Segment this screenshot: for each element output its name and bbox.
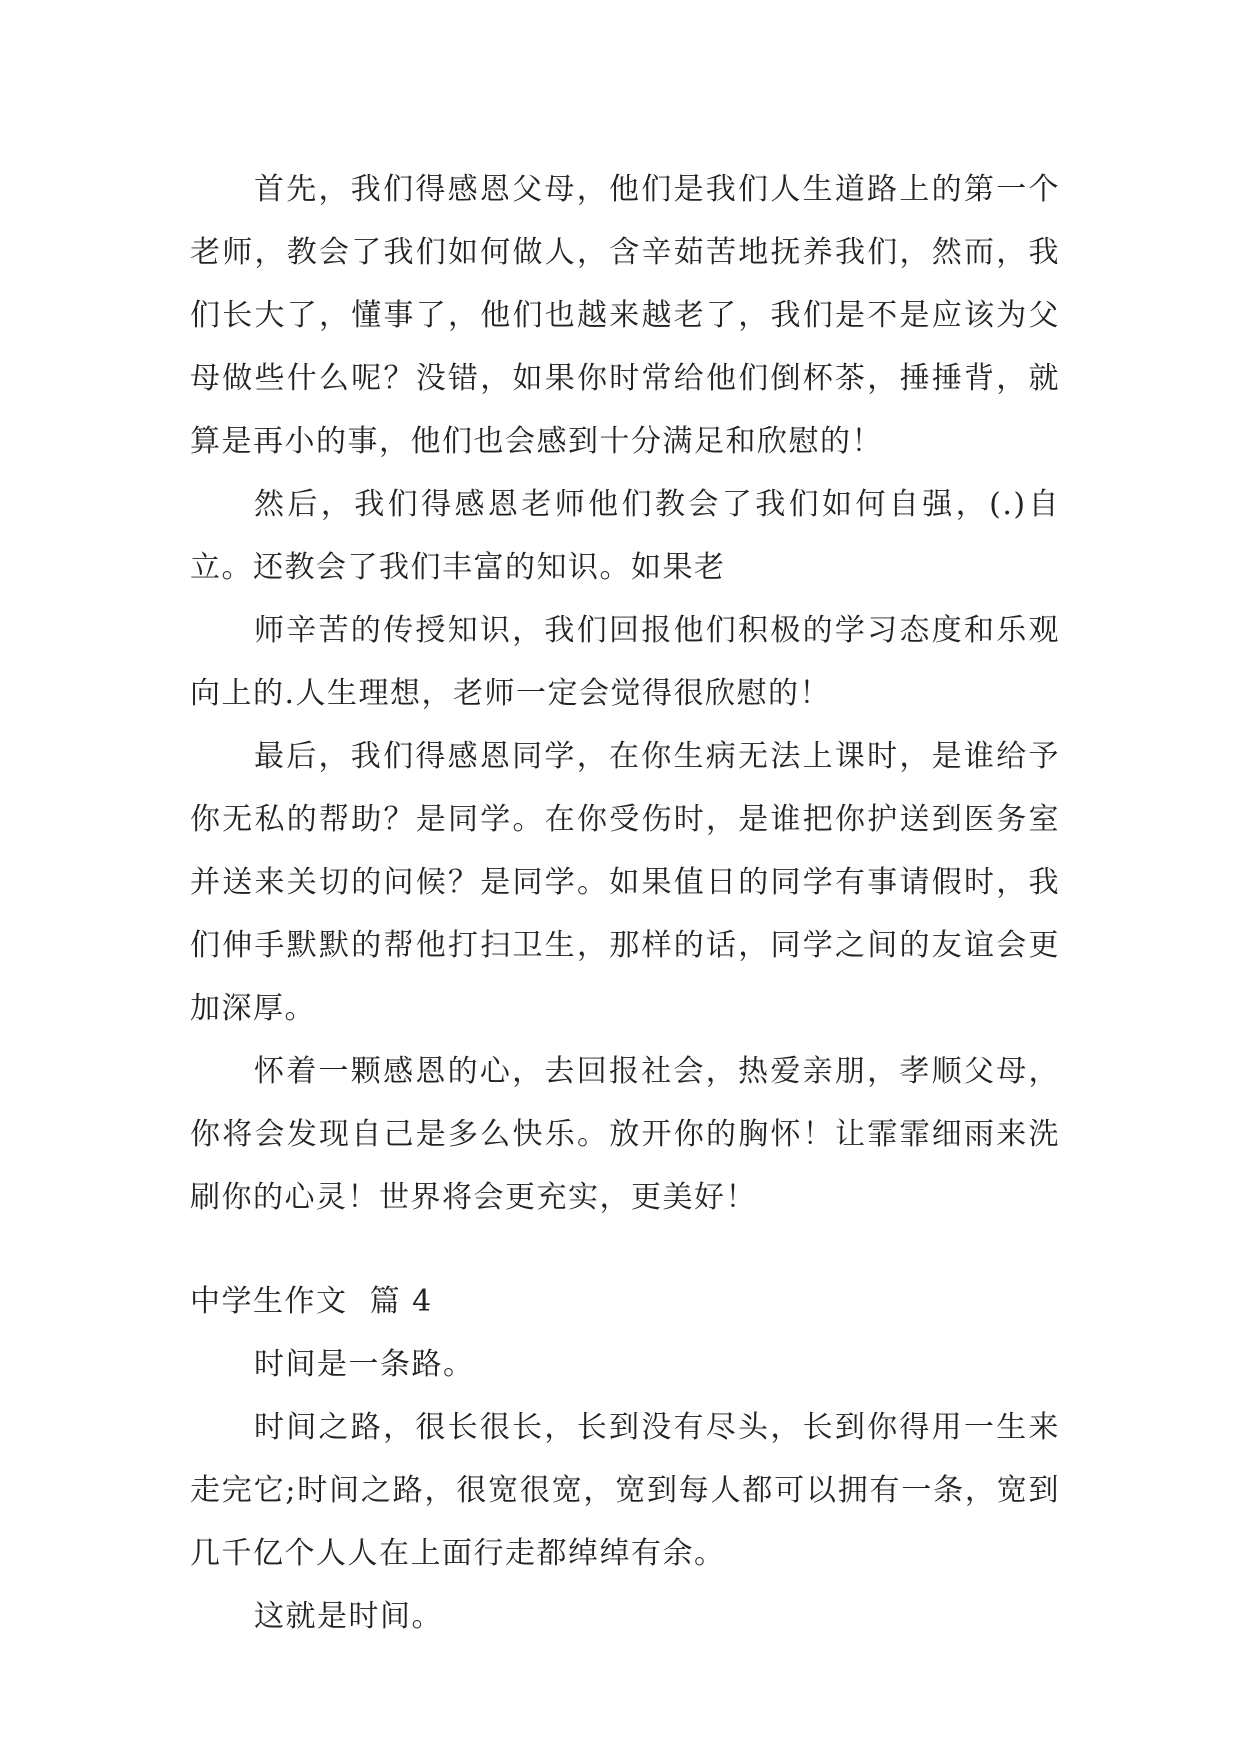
paragraph-road-of-time: 时间之路，很长很长，长到没有尽头，长到你得用一生来走完它;时间之路，很宽很宽，宽到每人都可以拥有一条，宽到几千亿个人人在上面行走都绰绰有余。 [190, 1410, 1060, 1571]
section-heading: 中学生作文 篇 4 [190, 1284, 433, 1319]
paragraph-gratitude-teachers: 然后，我们得感恩老师他们教会了我们如何自强，(.)自立。还教会了我们丰富的知识。如果老 [190, 487, 1060, 585]
document-body [190, 158, 1060, 1648]
paragraph-time-is-road: 时间是一条路。 [254, 1347, 475, 1382]
paragraph-teachers-continued: 师辛苦的传授知识，我们回报他们积极的学习态度和乐观向上的.人生理想，老师一定会觉得很欣慰的！ [190, 613, 1060, 711]
paragraph-grateful-heart: 怀着一颗感恩的心，去回报社会，热爱亲朋，孝顺父母，你将会发现自己是多么快乐。放开你的胸怀！让霏霏细雨来洗刷你的心灵！世界将会更充实，更美好！ [190, 1054, 1060, 1215]
paragraph-this-is-time: 这就是时间。 [254, 1599, 443, 1634]
paragraph-gratitude-parents: 首先，我们得感恩父母，他们是我们人生道路上的第一个老师，教会了我们如何做人，含辛茹苦地抚养我们，然而，我们长大了，懂事了，他们也越来越老了，我们是不是应该为父母做些什么呢？没错，如果你时常给他们倒杯茶，捶捶背，就算是再小的事，他们也会感到十分满足和欣慰的！ [190, 172, 1060, 459]
paragraph-gratitude-classmates: 最后，我们得感恩同学，在你生病无法上课时，是谁给予你无私的帮助？是同学。在你受伤时，是谁把你护送到医务室并送来关切的问候？是同学。如果值日的同学有事请假时，我们伸手默默的帮他打扫卫生，那样的话，同学之间的友谊会更加深厚。 [190, 739, 1060, 1026]
